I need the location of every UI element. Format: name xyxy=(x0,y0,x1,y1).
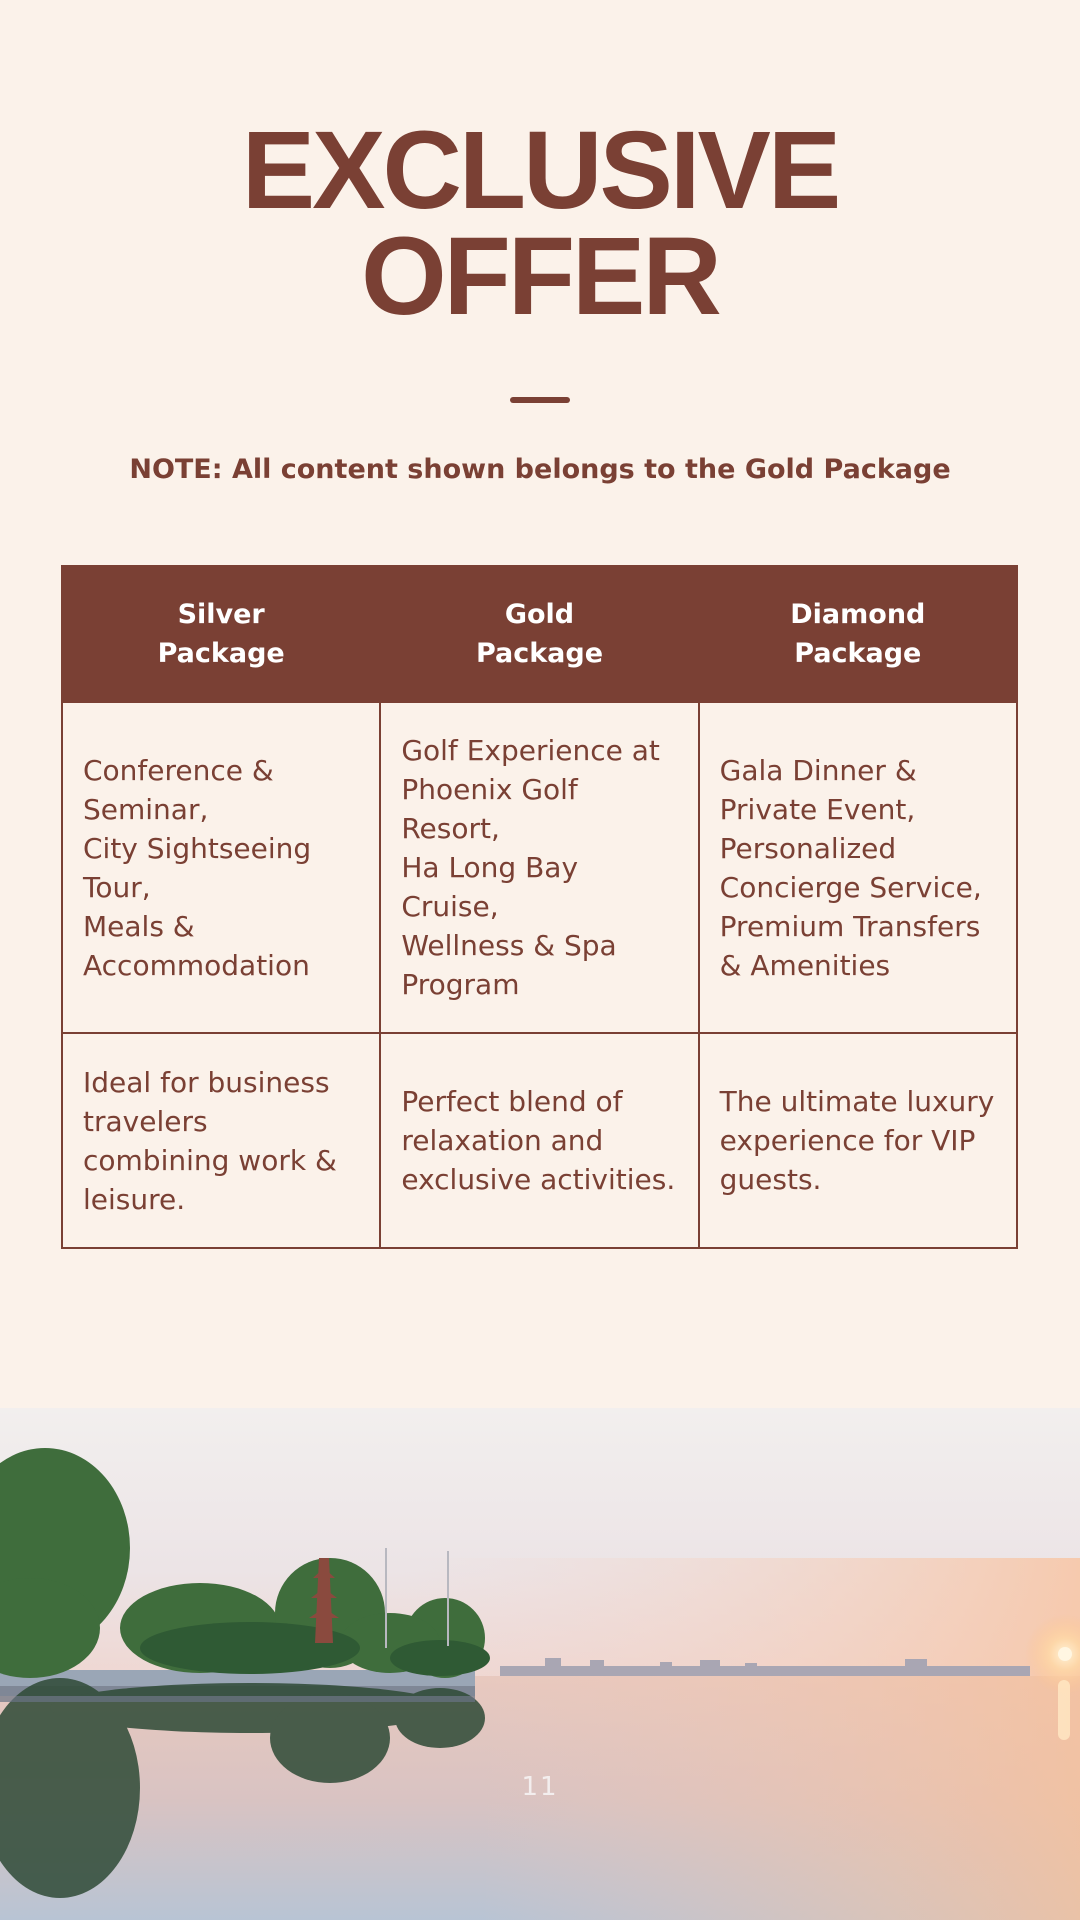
cell-line: combining work & xyxy=(83,1143,337,1177)
cell-line: Ideal for business xyxy=(83,1065,330,1099)
cell-line: travelers xyxy=(83,1104,208,1138)
table-header-row xyxy=(62,566,1017,702)
cell-line: Wellness & Spa xyxy=(401,929,617,962)
header-line: Package xyxy=(157,638,285,669)
page-number: 11 xyxy=(521,1772,559,1802)
gold-description-cell xyxy=(380,1033,698,1248)
cell-line: Golf Experience at xyxy=(401,734,660,767)
header-line: Gold xyxy=(504,599,575,630)
note-text: NOTE: All content shown belongs to the Gold Package xyxy=(129,454,951,485)
page-title xyxy=(0,109,1080,338)
header-diamond-package xyxy=(699,566,1017,702)
header-line: Diamond xyxy=(790,599,926,630)
cell-line: Gala Dinner & xyxy=(719,753,917,787)
cell-line: The ultimate luxury xyxy=(719,1085,995,1118)
header-line: Package xyxy=(794,638,922,669)
silver-description-cell xyxy=(62,1033,380,1248)
cell-line: Personalized xyxy=(719,831,897,865)
silver-features-cell xyxy=(62,702,380,1033)
title-divider xyxy=(510,397,570,403)
cell-line: Concierge Service, xyxy=(719,870,982,904)
cell-line: Ha Long Bay Cruise, xyxy=(401,851,579,923)
cell-line: guests. xyxy=(719,1163,822,1196)
header-line: Silver xyxy=(177,599,265,630)
header-silver-package xyxy=(62,566,380,702)
cell-line: Tour, xyxy=(83,870,151,904)
title-line-1: EXCLUSIVE xyxy=(241,109,839,232)
cell-line: Phoenix Golf Resort, xyxy=(401,773,578,845)
header-line: Package xyxy=(475,638,604,669)
cell-line: Meals & xyxy=(83,909,195,943)
cell-line: Perfect blend of xyxy=(401,1085,623,1118)
title-line-2: OFFER xyxy=(361,215,719,338)
cell-line: exclusive activities. xyxy=(401,1163,676,1196)
cell-line: Private Event, xyxy=(719,792,916,826)
diamond-features-cell xyxy=(699,702,1017,1033)
cell-line: leisure. xyxy=(83,1182,186,1216)
cell-line: & Amenities xyxy=(719,948,891,982)
lake-pagoda-photo xyxy=(0,1408,1080,1920)
package-table xyxy=(61,565,1018,1249)
table-row-descriptions xyxy=(62,1033,1017,1248)
cell-line: Premium Transfers xyxy=(719,909,981,943)
cell-line: Seminar, xyxy=(83,792,209,826)
cell-line: Conference & xyxy=(83,753,274,787)
header-gold-package xyxy=(380,566,698,702)
cell-line: Accommodation xyxy=(83,948,310,982)
cell-line: relaxation and xyxy=(401,1124,604,1157)
table-row-features xyxy=(62,702,1017,1033)
gold-features-cell xyxy=(380,702,698,1033)
diamond-description-cell xyxy=(699,1033,1017,1248)
cell-line: experience for VIP xyxy=(719,1124,976,1157)
cell-line: City Sightseeing xyxy=(83,831,312,865)
cell-line: Program xyxy=(401,968,520,1001)
